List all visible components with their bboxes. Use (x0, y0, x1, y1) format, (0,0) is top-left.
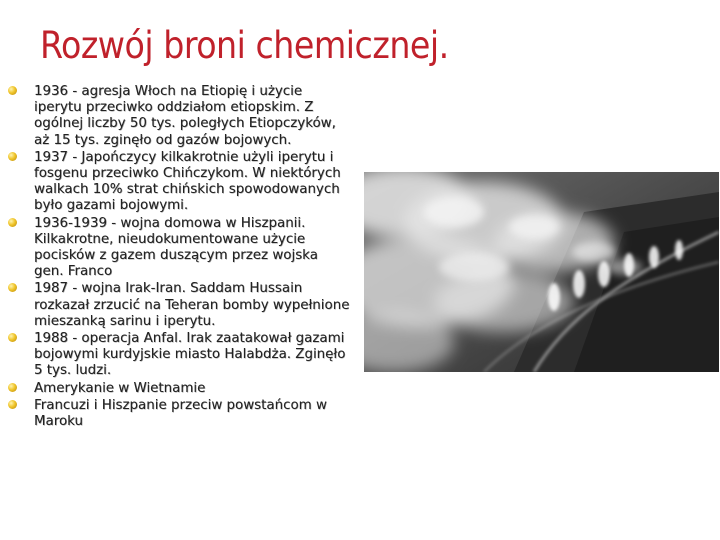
list-item (8, 150, 350, 215)
bullet-icon (8, 400, 17, 409)
list-item (8, 398, 350, 430)
bullet-text: Amerykanie w Wietnamie (34, 380, 206, 396)
bullet-text: 1988 - operacja Anfal. Irak zaatakował gazami bojowymi kurdyjskie miasto Halabdża. Zginęło 5 tys. ludzi. (34, 331, 346, 379)
list-item (8, 331, 350, 380)
gas-attack-photo (364, 172, 719, 372)
bullet-icon (8, 283, 17, 292)
list-item (8, 84, 350, 149)
bullet-text: 1936-1939 - wojna domowa w Hiszpanii. Kilkakrotne, nieudokumentowane użycie pocisków z gazem duszącym przez wojska gen. Franco (34, 215, 318, 280)
list-item (8, 281, 350, 330)
list-item (8, 381, 350, 397)
bullet-icon (8, 218, 17, 227)
bullet-text: 1937 - Japończycy kilkakrotnie użyli iperytu i fosgenu przeciwko Chińczykom. W niektórych walkach 10% strat chińskich spowodowanych było gazami bojowymi. (34, 149, 341, 214)
bullet-text: Francuzi i Hiszpanie przeciw powstańcom w Maroku (34, 397, 327, 430)
gas-attack-aerial-photo-icon (364, 172, 719, 372)
list-item (8, 216, 350, 281)
bullet-icon (8, 86, 17, 95)
bullet-icon (8, 152, 17, 161)
slide-title: Rozwój broni chemicznej. (40, 24, 449, 67)
bullet-list (8, 84, 350, 431)
bullet-icon (8, 383, 17, 392)
bullet-icon (8, 333, 17, 342)
bullet-text: 1987 - wojna Irak-Iran. Saddam Hussain rozkazał zrzucić na Teheran bomby wypełnione mieszanką sarinu i iperytu. (34, 281, 350, 329)
bullet-text: 1936 - agresja Włoch na Etiopię i użycie iperytu przeciwko oddziałom etiopskim. Z ogólnej liczby 50 tys. poległych Etiopczyków, aż 15 tys. zginęło od gazów bojowych. (34, 84, 336, 148)
